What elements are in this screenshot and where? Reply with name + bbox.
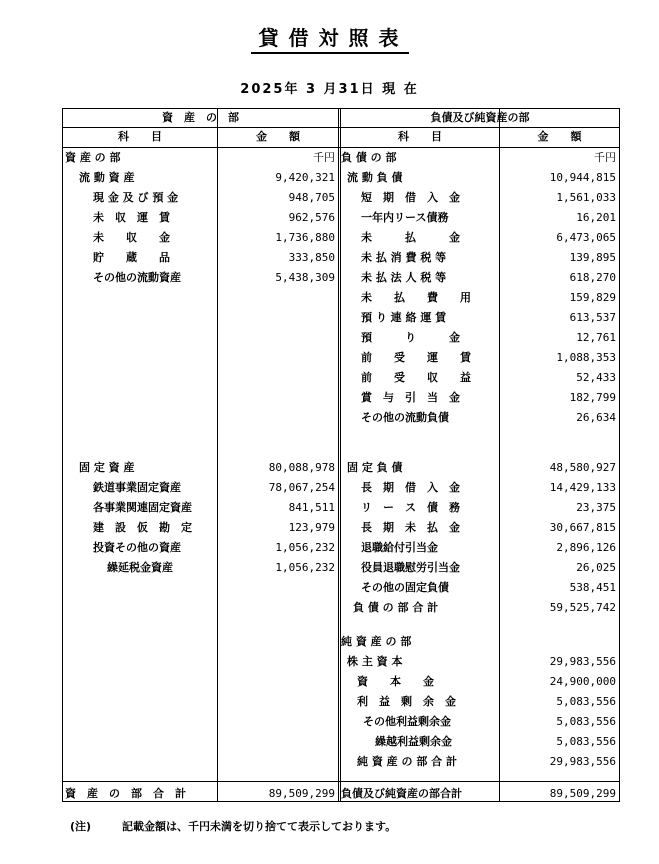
liability-item-label: 長 期 未 払 金 — [361, 521, 460, 534]
current-assets-label: 流 動 資 産 — [79, 171, 135, 184]
asset-item-label: 建 設 仮 勘 定 — [93, 521, 192, 534]
liability-item-value: 6,473,065 — [556, 231, 616, 244]
net-assets-total-value: 29,983,556 — [549, 755, 616, 768]
divider — [217, 109, 218, 801]
shareholders-equity-label: 株 主 資 本 — [347, 655, 403, 668]
liability-item-value: 52,433 — [576, 371, 616, 384]
assets-total-label: 資 産 の 部 合 計 — [65, 787, 186, 800]
liability-item-label: 短 期 借 入 金 — [361, 191, 460, 204]
asset-item-label: 未 収 金 — [93, 231, 170, 244]
liability-item-label: 一年内リース債務 — [361, 211, 449, 224]
liability-item-label: 長 期 借 入 金 — [361, 481, 460, 494]
carried-retained-earnings-value: 5,083,556 — [556, 735, 616, 748]
liability-item-value: 618,270 — [569, 271, 616, 284]
liabilities-total-value: 59,525,742 — [549, 601, 616, 614]
asset-item-value: 1,056,232 — [275, 541, 335, 554]
liability-item-value: 1,561,033 — [556, 191, 616, 204]
unit-label: 千円 — [594, 151, 616, 164]
liability-item-label: 未 払 法 人 税 等 — [361, 271, 447, 284]
asset-item-value: 123,979 — [288, 521, 335, 534]
liabilities-and-net-assets-total-label: 負債及び純資産の部合計 — [341, 787, 462, 800]
amount-header: 金 額 — [256, 130, 300, 143]
net-assets-section-label: 純 資 産 の 部 — [341, 635, 412, 648]
asset-item-value: 333,850 — [288, 251, 335, 264]
assets-total-value: 89,509,299 — [268, 787, 335, 800]
liability-item-label: 預 り 金 — [361, 331, 460, 344]
liability-item-label: 前 受 収 益 — [361, 371, 471, 384]
liability-item-label: 役員退職慰労引当金 — [361, 561, 460, 574]
balance-sheet-table — [62, 108, 620, 802]
liability-item-value: 159,829 — [569, 291, 616, 304]
asset-item-value: 1,736,880 — [275, 231, 335, 244]
liabilities-section-label: 負 債 の 部 — [341, 151, 397, 164]
liability-item-label: 未 払 金 — [361, 231, 460, 244]
fixed-liabilities-value: 48,580,927 — [549, 461, 616, 474]
as-of-date: 2025年 3 月31日 現 在 — [240, 82, 419, 97]
footnote-mark: (注) — [70, 820, 92, 833]
divider — [499, 109, 500, 801]
subject-header: 科 目 — [398, 130, 442, 143]
liability-item-value: 12,761 — [576, 331, 616, 344]
liability-item-value: 1,088,353 — [556, 351, 616, 364]
left-section-header: 資 産 の 部 — [162, 111, 239, 124]
asset-item-label: その他の流動資産 — [93, 271, 181, 284]
liability-item-label: その他の固定負債 — [361, 581, 449, 594]
other-retained-earnings-label: その他利益剰余金 — [363, 715, 451, 728]
asset-item-value: 841,511 — [288, 501, 335, 514]
liability-item-value: 182,799 — [569, 391, 616, 404]
footnote-text: 記載金額は、千円未満を切り捨てて表示しております。 — [122, 820, 397, 833]
equity-item-label: 資 本 金 — [357, 675, 434, 688]
asset-item-value: 962,576 — [288, 211, 335, 224]
liability-item-value: 16,201 — [576, 211, 616, 224]
asset-item-label: 未 収 運 賃 — [93, 211, 170, 224]
other-retained-earnings-value: 5,083,556 — [556, 715, 616, 728]
equity-item-value: 5,083,556 — [556, 695, 616, 708]
asset-item-label: 投資その他の資産 — [93, 541, 181, 554]
divider — [63, 781, 619, 782]
liabilities-and-net-assets-total-value: 89,509,299 — [549, 787, 616, 800]
liability-item-label: 預 り 連 絡 運 賃 — [361, 311, 447, 324]
liability-item-label: 退職給付引当金 — [361, 541, 438, 554]
asset-item-value: 5,438,309 — [275, 271, 335, 284]
fixed-assets-label: 固 定 資 産 — [79, 461, 135, 474]
liability-item-value: 30,667,815 — [549, 521, 616, 534]
liability-item-value: 139,895 — [569, 251, 616, 264]
asset-item-value: 78,067,254 — [268, 481, 335, 494]
asset-item-label: 貯 蔵 品 — [93, 251, 170, 264]
fixed-assets-value: 80,088,978 — [268, 461, 335, 474]
unit-label: 千円 — [313, 151, 335, 164]
liability-item-value: 2,896,126 — [556, 541, 616, 554]
asset-item-label: 現 金 及 び 預 金 — [93, 191, 179, 204]
asset-item-label: 繰延税金資産 — [107, 561, 173, 574]
liability-item-value: 26,634 — [576, 411, 616, 424]
current-liabilities-value: 10,944,815 — [549, 171, 616, 184]
asset-item-value: 1,056,232 — [275, 561, 335, 574]
liability-item-value: 538,451 — [569, 581, 616, 594]
subject-header: 科 目 — [118, 130, 162, 143]
page-title: 貸借対照表 — [0, 22, 659, 51]
assets-section-label: 資 産 の 部 — [65, 151, 121, 164]
right-section-header: 負債及び純資産の部 — [430, 111, 530, 124]
liability-item-value: 23,375 — [576, 501, 616, 514]
equity-item-label: 利 益 剰 余 金 — [357, 695, 456, 708]
liability-item-label: 未 払 費 用 — [361, 291, 471, 304]
asset-item-value: 948,705 — [288, 191, 335, 204]
amount-header: 金 額 — [537, 130, 582, 143]
liability-item-label: その他の流動負債 — [361, 411, 449, 424]
liability-item-label: 未 払 消 費 税 等 — [361, 251, 447, 264]
equity-item-value: 24,900,000 — [549, 675, 616, 688]
net-assets-total-label: 純 資 産 の 部 合 計 — [357, 755, 457, 768]
footnote — [70, 818, 396, 834]
liability-item-label: 前 受 運 賃 — [361, 351, 471, 364]
liability-item-label: 賞 与 引 当 金 — [361, 391, 460, 404]
current-liabilities-label: 流 動 負 債 — [347, 171, 403, 184]
fixed-liabilities-label: 固 定 負 債 — [347, 461, 403, 474]
liability-item-value: 26,025 — [576, 561, 616, 574]
asset-item-label: 各事業関連固定資産 — [93, 501, 192, 514]
current-assets-value: 9,420,321 — [275, 171, 335, 184]
liability-item-label: リ ー ス 債 務 — [361, 501, 460, 514]
liabilities-total-label: 負 債 の 部 合 計 — [353, 601, 439, 614]
asset-item-label: 鉄道事業固定資産 — [93, 481, 181, 494]
liability-item-value: 14,429,133 — [549, 481, 616, 494]
divider — [338, 109, 341, 801]
liability-item-value: 613,537 — [569, 311, 616, 324]
carried-retained-earnings-label: 繰越利益剰余金 — [375, 735, 452, 748]
shareholders-equity-value: 29,983,556 — [549, 655, 616, 668]
divider — [63, 147, 619, 148]
